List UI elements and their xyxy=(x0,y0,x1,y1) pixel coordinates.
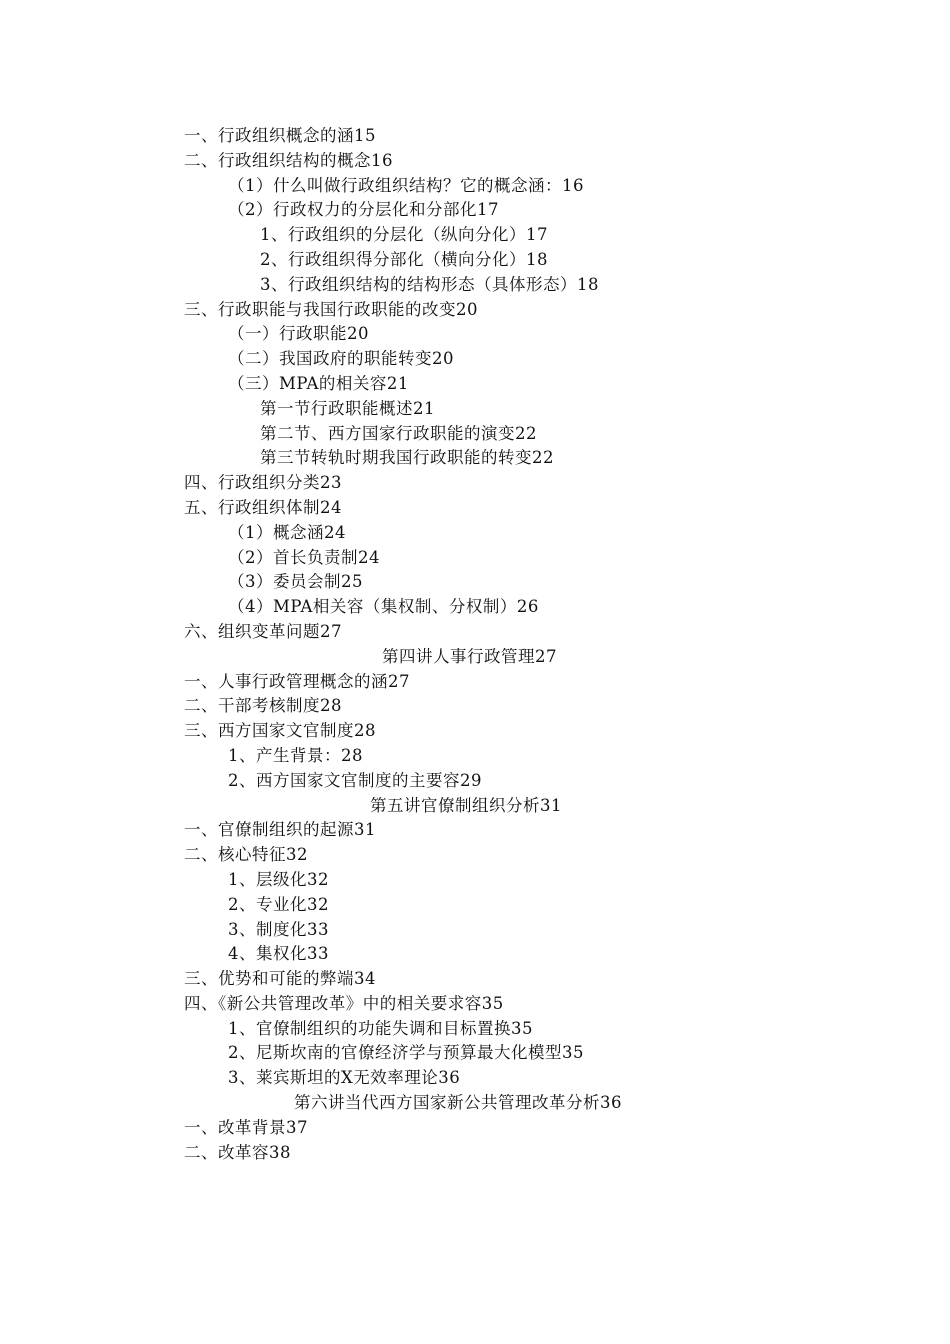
toc-entry[interactable]: 2、行政组织得分部化（横向分化）18 xyxy=(260,249,548,269)
toc-entry[interactable]: 第二节、西方国家行政职能的演变22 xyxy=(260,423,537,443)
toc-entry[interactable]: （一）行政职能20 xyxy=(228,324,369,344)
toc-chapter-heading[interactable]: 第六讲当代西方国家新公共管理改革分析36 xyxy=(294,1093,622,1113)
toc-entry[interactable]: 2、专业化32 xyxy=(228,894,329,914)
toc-entry[interactable]: 2、西方国家文官制度的主要容29 xyxy=(228,770,482,790)
toc-entry[interactable]: 3、制度化33 xyxy=(228,919,329,939)
toc-entry[interactable]: 第一节行政职能概述21 xyxy=(260,398,435,418)
toc-entry[interactable]: 3、行政组织结构的结构形态（具体形态）18 xyxy=(260,274,599,294)
toc-entry[interactable]: 三、行政职能与我国行政职能的改变20 xyxy=(184,299,478,319)
toc-entry[interactable]: 二、干部考核制度28 xyxy=(184,696,342,716)
toc-entry[interactable]: 一、行政组织概念的涵15 xyxy=(184,126,376,145)
toc-entry[interactable]: 一、官僚制组织的起源31 xyxy=(184,820,376,840)
toc-entry[interactable]: （2）行政权力的分层化和分部化17 xyxy=(228,200,499,220)
toc-entry[interactable]: 3、莱宾斯坦的X无效率理论36 xyxy=(228,1068,461,1088)
toc-entry[interactable]: 二、改革容38 xyxy=(184,1142,291,1162)
toc-entry[interactable]: 二、核心特征32 xyxy=(184,845,308,865)
toc-entry[interactable]: 1、官僚制组织的功能失调和目标置换35 xyxy=(228,1018,533,1038)
toc-entry[interactable]: 一、改革背景37 xyxy=(184,1117,308,1137)
toc-entry[interactable]: 1、层级化32 xyxy=(228,869,329,889)
toc-entry[interactable]: 三、西方国家文官制度28 xyxy=(184,721,376,741)
toc-entry[interactable]: （二）我国政府的职能转变20 xyxy=(228,349,454,369)
toc-chapter-heading[interactable]: 第四讲人事行政管理27 xyxy=(382,646,557,666)
toc-entry[interactable]: 1、产生背景：28 xyxy=(228,745,363,765)
toc-entry[interactable]: （1）什么叫做行政组织结构？它的概念涵：16 xyxy=(228,175,584,195)
toc-entry[interactable]: 六、组织变革问题27 xyxy=(184,621,342,641)
toc-entry[interactable]: 第三节转轨时期我国行政职能的转变22 xyxy=(260,448,554,468)
toc-entry[interactable]: 四、行政组织分类23 xyxy=(184,473,342,493)
toc-entry[interactable]: 4、集权化33 xyxy=(228,944,329,964)
toc-entry[interactable]: 五、行政组织体制24 xyxy=(184,497,342,517)
toc-entry[interactable]: 1、行政组织的分层化（纵向分化）17 xyxy=(260,225,548,245)
toc-entry[interactable]: 二、行政组织结构的概念16 xyxy=(184,150,393,170)
toc-entry[interactable]: （2）首长负责制24 xyxy=(228,547,380,567)
toc-entry[interactable]: 2、尼斯坎南的官僚经济学与预算最大化模型35 xyxy=(228,1043,584,1063)
toc-entry[interactable]: （1）概念涵24 xyxy=(228,522,346,542)
toc-entry[interactable]: （4）MPA相关容（集权制、分权制）26 xyxy=(228,597,539,617)
toc-entry[interactable]: （3）委员会制25 xyxy=(228,572,363,592)
toc-entry[interactable]: 四、《新公共管理改革》中的相关要求容35 xyxy=(184,993,504,1013)
toc-entry[interactable]: （三）MPA的相关容21 xyxy=(228,373,409,393)
table-of-contents xyxy=(184,124,744,1165)
toc-chapter-heading[interactable]: 第五讲官僚制组织分析31 xyxy=(370,795,562,815)
toc-entry[interactable]: 一、人事行政管理概念的涵27 xyxy=(184,671,410,691)
toc-entry[interactable]: 三、优势和可能的弊端34 xyxy=(184,969,376,989)
